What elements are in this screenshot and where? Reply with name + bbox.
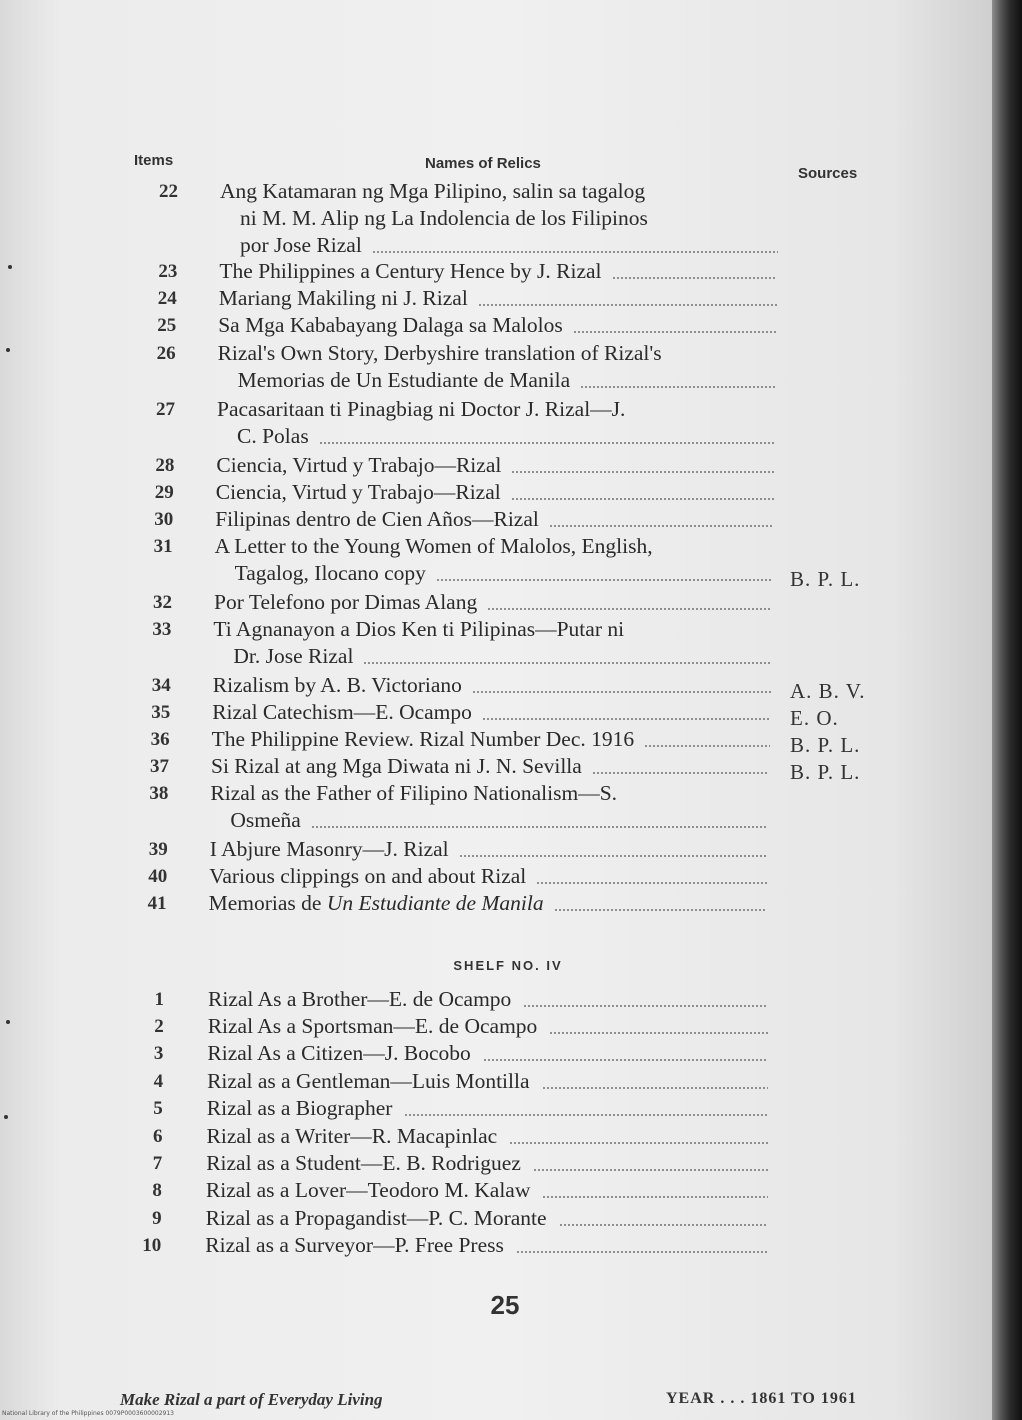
relic-title-line: I Abjure Masonry—J. Rizal [209,837,449,861]
shelf-item-number: 6 [153,1126,163,1147]
shelf-item-title: Rizal as a Propagandist—P. C. Morante [205,1206,547,1230]
relic-number: 22 [159,181,178,202]
shelf-item-title: Rizal As a Sportsman—E. de Ocampo [207,1014,538,1038]
relic-title-line: Ciencia, Virtud y Trabajo—Rizal [215,480,501,504]
leader-dots [372,251,778,253]
relic-title [211,753,582,780]
shelf-item-title: Rizal as a Student—E. B. Rodriguez [206,1151,521,1175]
relic-title-line-italic: Un Estudiante de Manila [326,891,544,915]
catalog-stamp: National Library of the Philippines 0079P0003600002913 [2,1410,174,1417]
relic-source: B. P. L. [790,733,861,757]
relic-number: 38 [149,783,169,804]
margin-mark [6,348,10,352]
relic-title-line: Ang Katamaran ng Mga Pilipino, salin sa tagalog [220,179,646,203]
leader-dots [478,304,777,306]
relic-title-line: por Jose Rizal [240,233,362,257]
relic-title [218,312,563,339]
relic-title-line: Si Rizal at ang Mga Diwata ni J. N. Sevilla [211,754,582,778]
relic-title-line: Tagalog, Ilocano copy [234,561,426,585]
relic-title-line: Various clippings on and about Rizal [209,864,527,888]
margin-mark [6,1020,10,1024]
relic-title-line: Filipinas dentro de Cien Años—Rizal [215,507,539,531]
relic-number: 30 [154,509,174,530]
leader-dots [436,579,773,581]
margin-mark [8,265,12,269]
relic-title-line: A Letter to the Young Women of Malolos, English, [214,534,653,558]
relic-number: 32 [153,592,172,613]
relic-title [210,836,449,863]
relic-title [216,452,501,479]
leader-dots [487,608,772,610]
relic-source: B. P. L. [790,760,861,784]
relic-title-line: The Philippines a Century Hence by J. Rizal [219,259,602,283]
relic-number: 40 [148,866,168,887]
relic-number: 23 [158,261,178,282]
shelf-item-number: 10 [142,1235,162,1256]
relic-number: 27 [156,399,175,420]
leader-dots [644,745,769,747]
relic-title-line: Ciencia, Virtud y Trabajo—Rizal [216,453,502,477]
relic-title-line: Por Telefono por Dimas Alang [214,590,478,614]
relic-number: 28 [155,455,175,476]
header-names: Names of Relics [425,155,541,172]
relic-title [219,285,468,312]
relic-title-line: Dr. Jose Rizal [233,644,354,668]
leader-dots [592,772,769,774]
relic-title-line: Memorias de [208,891,327,915]
relic-number: 35 [151,702,171,723]
relic-number: 41 [147,893,167,914]
relic-number: 33 [152,619,172,640]
leader-dots [511,498,774,500]
shelf-item-title: Rizal as a Gentleman—Luis Montilla [207,1069,530,1093]
relic-title [209,890,544,917]
leader-dots [612,277,778,279]
shelf-item-title: Rizal as a Biographer [206,1096,393,1120]
leader-dots [311,826,769,828]
relic-title [216,479,501,506]
relic-number: 29 [154,482,174,503]
leader-dots [319,442,775,444]
relic-title [219,258,601,285]
relic-title-line: C. Polas [237,424,309,448]
leader-dots [542,1196,768,1198]
leader-dots [580,386,775,388]
leader-dots [482,718,770,720]
margin-mark [4,1115,8,1119]
shelf-item-title: Rizal as a Surveyor—P. Free Press [205,1233,504,1257]
shelf-item-number: 9 [152,1208,162,1229]
relic-title-line: Sa Mga Kababayang Dalaga sa Malolos [218,313,563,337]
shelf-item-title: Rizal as a Lover—Teodoro M. Kalaw [205,1178,531,1202]
relic-number: 37 [150,756,169,777]
leader-dots [573,331,777,333]
relic-source: B. P. L. [790,567,861,591]
leader-dots [554,909,767,911]
relic-title-line: Osmeña [230,808,301,832]
leader-dots [542,1087,768,1089]
relic-title-line: The Philippine Review. Rizal Number Dec. 1916 [211,727,635,751]
leader-dots [472,691,771,693]
shelf-item-number: 7 [152,1153,163,1174]
relic-title [215,506,539,533]
relic-title-line: Pacasaritaan ti Pinagbiag ni Doctor J. Rizal—J. [217,397,626,421]
header-items: Items [134,152,174,169]
leader-dots [549,525,773,527]
footer-slogan: Make Rizal a part of Everyday Living [120,1390,383,1409]
relic-number: 39 [148,839,168,860]
relic-source: E. O. [790,706,839,730]
relic-title-line: Rizal Catechism—E. Ocampo [212,700,472,724]
shelf-item-title: Rizal As a Brother—E. de Ocampo [208,987,512,1011]
leader-dots [509,1142,768,1144]
relic-number: 25 [157,315,177,336]
relic-title [212,699,472,726]
relic-title [213,672,462,699]
relic-title [214,589,477,616]
relic-title-line: Rizal as the Father of Filipino Nationalism—S. [210,781,618,805]
relic-number: 31 [153,536,173,557]
relic-title-line: Mariang Makiling ni J. Rizal [218,286,468,310]
shelf-item-number: 8 [152,1180,162,1201]
relic-title [220,178,648,259]
leader-dots [516,1251,768,1253]
leader-dots [549,1032,768,1034]
relic-title-line: ni M. M. Alip ng La Indolencia de los Filipinos [240,206,648,230]
shelf-item-number: 1 [154,989,164,1010]
leader-dots [533,1169,768,1171]
leader-dots [559,1224,768,1226]
relic-title-line: Rizalism by A. B. Victoriano [212,673,462,697]
leader-dots [483,1059,768,1061]
shelf-item-number: 2 [154,1016,164,1037]
shelf-item-number: 5 [153,1098,163,1119]
leader-dots [511,471,774,473]
page-number: 25 [490,1290,520,1320]
shelf-title: SHELF NO. IV [453,958,563,973]
relic-title-line: Memorias de Un Estudiante de Manila [237,368,571,392]
leader-dots [404,1114,768,1116]
relic-title-line: Ti Agnanayon a Dios Ken ti Pilipinas—Putar ni [213,617,625,641]
page-edge-shadow [992,0,1022,1420]
footer-years: YEAR . . . 1861 TO 1961 [666,1390,857,1407]
leader-dots [459,855,768,857]
relic-title [212,726,635,753]
header-sources: Sources [798,165,858,182]
shelf-item-title: Rizal as a Writer—R. Macapinlac [206,1124,498,1148]
relic-number: 24 [157,288,177,309]
shelf-item-title: Rizal As a Citizen—J. Bocobo [207,1041,471,1065]
relic-number: 34 [151,675,171,696]
shelf-item-number: 4 [153,1071,164,1092]
relic-number: 36 [150,729,170,750]
leader-dots [523,1005,768,1007]
relic-number: 26 [156,343,176,364]
shelf-item-number: 3 [153,1043,164,1064]
relic-title-line: Rizal's Own Story, Derbyshire translation of Rizal's [217,341,662,365]
leader-dots [536,882,767,884]
leader-dots [363,662,771,664]
relic-title [209,863,526,890]
relic-source: A. B. V. [790,679,866,703]
